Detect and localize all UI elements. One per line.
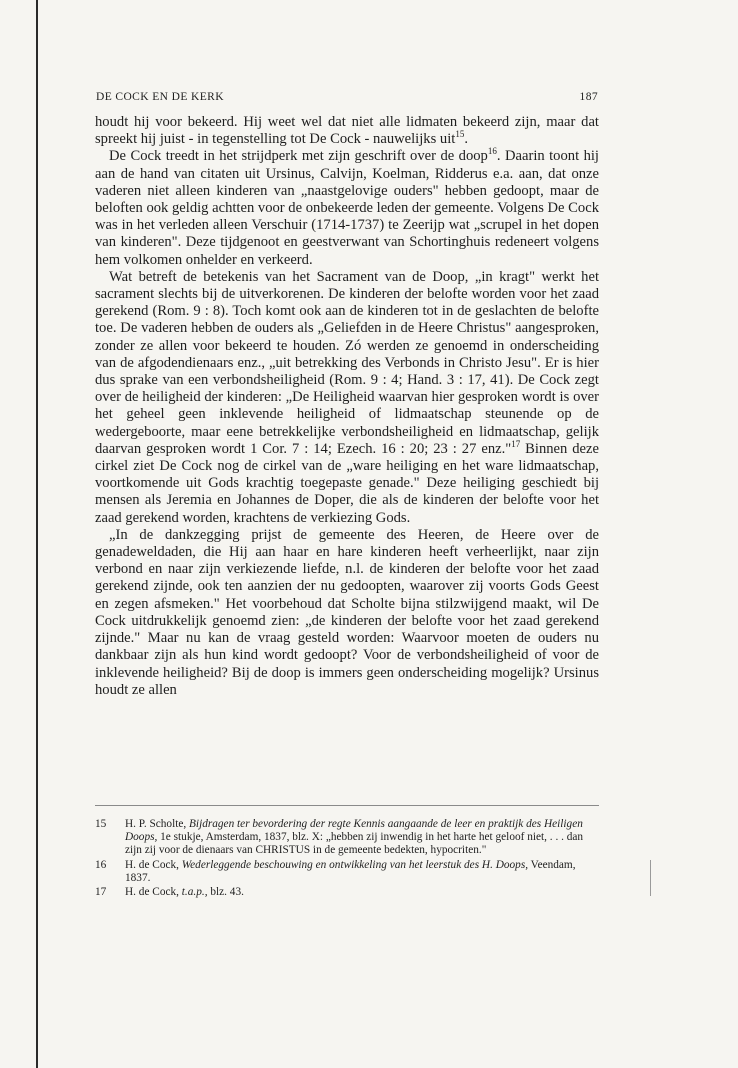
footnote-ref-15: 15 [455,129,465,140]
footnote-number: 15 [95,818,107,830]
paragraph-1: houdt hij voor bekeerd. Hij weet wel dat niet alle lidmaten bekeerd zijn, maar dat spreekt hij juist - in tegenstelling tot De Cock - nauwelijks uit$^{15}$. [95,114,599,148]
footnote-number: 16 [95,858,107,871]
footnote-17: 17 H. de Cock, t.a.p., blz. 43. [95,886,244,899]
page-number: 187 [579,91,598,103]
footnote-title: t.a.p., [181,886,208,899]
footnote-16: 16 H. de Cock, Wederleggende beschouwing en ontwikkeling van het leerstuk des H. Doops, Veendam, 1837. [95,858,576,884]
running-header [96,91,598,105]
scan-artifact [650,860,651,896]
footnote-15: 15 H. P. Scholte, Bijdragen ter bevordering der regte Kennis aangaande de leer en praktijk des Heiligen Doops, 1e stukje, Amsterdam, 1837, blz. X: „hebben zij inwendig in het harte het geloof niet, . . . dan zijn zij voor de dienaars van CHRISTUS in de gemeente bedekten, hypocriten." [95,818,584,857]
footnote-title: Bijdragen ter bevordering der regte Kennis aangaande de leer en praktijk des Heiligen Doops, [125,818,583,844]
page-binding-edge [36,0,38,1068]
paragraph-4: „In de dankzegging prijst de gemeente des Heeren, de Heere over de genadeweldaden, die Hij aan haar en hare kinderen heeft verheerlijkt, naar zijn verbond en naar zijn verkiezende liefde, n.l. de kinderen der belofte voor het zaad gerekend zijnde, ook ten aanzien der nu gedoopten, waarover zij voorts Gods Geest en zegen afsmeken." Het voorbehoud dat Scholte bijna stilzwijgend maakt, wil De Cock uitdrukkelijk genoemd zien: „de kinderen der belofte voor het zaad gerekend zijnde." Maar nu kan de vraag gesteld worden: Waarvoor moeten de ouders nu dankbaar zijn als hun kind wordt gedoopt? Voor de verbondsheiligheid of voor de inklevende heiligheid? Bij de doop is immers geen onderscheiding mogelijk? Ursinus houdt ze allen [95,526,599,698]
footnotes [95,818,599,900]
running-title: DE COCK EN DE KERK [96,91,224,103]
footnote-title: Wederleggende beschouwing en ontwikkeling van het leerstuk des H. Doops, [181,858,529,871]
paragraph-3: Wat betreft de betekenis van het Sacrament van de Doop, „in kragt" werkt het sacrament slechts bij de uitverkorenen. De kinderen der belofte worden voor het zaad gerekend (Rom. 9 : 8). Toch komt ook aan de kinderen tot in de geslachten de belofte toe. De vaderen hebben de ouders als „Geliefden in de Heere Christus" aangesproken, zonder ze allen voor bekeerd te houden. Zó werden ze genoemd in onderscheiding van de afgodendienaars enz., „uit betrekking des Verbonds in Christo Jesu". Er is hier dus sprake van een verbondsheiligheid (Rom. 9 : 4; Hand. 3 : 17, 41). De Cock zegt over de heiligheid der kinderen: „De Heiligheid waarvan hier gesproken wordt is over het geheel geen inklevende heiligheid of lidmaatschap steunende op de wedergeboorte, maar eene betrekkelijke verbondsheiligheid en lidmaatschap, gelijk daarvan gesproken wordt 1 Cor. 7 : 14; Ezech. 16 : 20; 23 : 27 enz."$^{17}$ Binnen deze cirkel ziet De Cock nog de cirkel van de „ware heiliging en het ware lidmaatschap, voortkomende uit Gods krachtig toegepaste genade." Deze heiliging geschiedt bij mensen als Jeremia en Johannes de Doper, die als de kinderen der belofte voor het zaad gerekend worden, krachtens de verkiezing Gods. [95,268,599,526]
body-text [95,114,599,699]
footnote-number: 17 [95,886,107,899]
footnote-ref-17: 17 [511,439,521,449]
footnote-separator [95,805,599,806]
paragraph-2: De Cock treedt in het strijdperk met zijn geschrift over de doop$^{16}$. Daarin toont hij aan de hand van citaten uit Ursinus, Calvijn, Koelman, Ridderus e.a. aan, dat onze vaderen niet alleen kinderen van „naastgelovige ouders" hebben gedoopt, maar de beloften ook geldig achtten voor de onbekeerde leden der gemeente. Volgens De Cock was in het verleden alleen Verschuir (1714-1737) te Zeerijp wat „scrupel in het dopen van kinderen". Deze tijdgenoot en geestverwant van Schortinghuis redeneert volgens hem volkomen onhelder en verkeerd. [95,146,599,268]
footnote-ref-16: 16 [487,146,497,157]
